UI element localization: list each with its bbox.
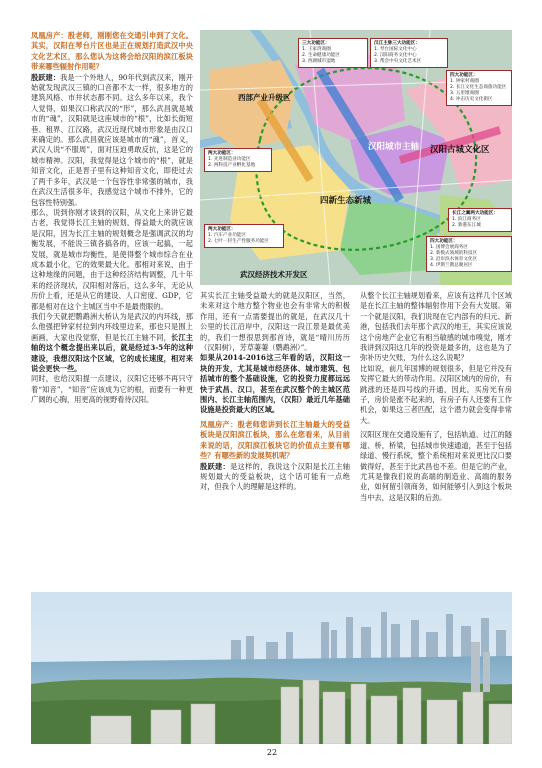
question-2: 凤凰房产：殷老师您讲到长江主轴最大的受益板块是汉阳滨江板块，那么在您看来，从目前来说的话，汉阳滨江板块它的价值点主要有哪些？有哪些新的发展契机呢？ [200, 419, 350, 461]
map-box-tr2 [370, 38, 448, 68]
paragraph: 从整个长江主轴规划看来，应该有这样几个区域是在长江主轴的整体辐射作用下会有大发展。第一个就是汉阳，我们说现在它内部有的归元、新港，包括我们去年那个武汉的地王，其实应该说这个房地产企业它有相当敏感的城市嗅觉，刚才我讲到汉阳这几年的投资是最多的，这也是为了弥补历史欠账，为什么这么说呢？ [360, 291, 512, 363]
map-label-center: 四新生态新城 [320, 196, 372, 206]
map-box-title: 两大功能区： [208, 227, 236, 232]
map-box-item: 4. 伊斯兰教总聚居区 [430, 263, 473, 268]
skyline-image [31, 592, 512, 744]
map-box-item: 2. 生命健康功能区 [302, 53, 341, 58]
emphasis-text: 长江主轴的这个概念提出来以后，就是经过3-5年的这种建设，我想汉阳这个区域，它的成长速度，相对来说会更快一些。 [31, 332, 193, 373]
paragraph: 同时，也给汉阳提一点建议，汉阳它还够不再只守着“知音”，“知音”应该成为它的根，而要有一种更广阔的心胸，用更高的视野看待汉阳。 [31, 374, 193, 405]
map-box-item: 1. 琴台国际文化中心 [374, 47, 417, 52]
map-box-item: 3. 沿岸滨水体育文化区 [430, 257, 478, 262]
map-label-tech: 武汉经济技术开发区 [240, 270, 308, 279]
city-skyline-photo [31, 592, 512, 744]
paragraph: 比如说，前几年国博的规划很多，但是它并没有发挥它最大的带动作用。汉阳区域内的房价，有跳涨的还是四号线的开通，因此，买房光有房子，房价是涨不起来的，有房子有人还要有工作机会，如果这三者匹配，这个潜力就会变得非常大。 [360, 363, 512, 425]
map-box-item: 2. 两科技产业孵化基地 [208, 163, 256, 168]
map-box-item: 1. 先进制造业功能区 [208, 157, 251, 162]
map-box-title: 长江之翼两大功能区： [452, 211, 498, 216]
district-planning-map [200, 30, 512, 285]
map-box-item: 2. 长江文化生态商旅功能区 [450, 85, 507, 90]
map-box-item: 2. 新港东江城 [452, 223, 481, 228]
map-box-item: 1. 钟家村商圈 [450, 79, 479, 84]
map-box-br2 [426, 236, 512, 272]
column-3 [360, 291, 512, 503]
paragraph: 其实长江主轴受益最大的就是汉阳区，当然，未来对这个地方整个物业也会有非常大的积极作用，还有一点需要提出的就是，在武汉几十公里的长江沿岸中，汉阳这一段江景是最优美的，我们一想很思到那首诗，就是“晴川历历（汉阳树），芳草萋萋（鹦鹉洲）”。 [200, 291, 350, 353]
map-box-left [204, 148, 272, 172]
map-box-right [446, 70, 512, 106]
map-box-item: 3. 西湖城市湿地 [302, 59, 336, 64]
map-box-title: 四大功能区： [430, 239, 458, 244]
map-box-title: 汉江主脉三大功能区： [374, 41, 420, 46]
map-label-west: 西部产业升级区 [238, 93, 291, 102]
map-box-br1 [448, 208, 512, 232]
answer-2 [200, 462, 350, 493]
map-box-item: 1. 滨江商务区 [452, 217, 481, 222]
map-box-item: 1. 国博会展商务区 [430, 245, 469, 250]
question-1: 凤凰房产：殷老师，刚刚您在交通引申到了文化。其实，汉阳在琴台片区也是正在规划打造武汉中央文化艺术区，那么您认为这将会给汉阳的滨江板块带来哪些辐射作用呢？ [31, 31, 193, 72]
paragraph: 汉阳区现在交通设施有了，包括轨道、过江的隧道、桥，桥梁，包括城市快速通道，甚至于包括绿道、慢行系统，整个系统相对来说更比汉口要做得好，甚至于比武昌也不差。但是它的产业，尤其是像我们说的高端的制造业、高端的服务业，如何留引领商务，如何能够引入到这个板块当中去，这是汉阳的后劲。 [360, 430, 512, 502]
map-box-item: 1. 王家湾商圈 [302, 47, 331, 52]
paragraph: 那么，说到你刚才谈到的汉阳，从文化上来讲它最古老，我觉得长江主轴的规划，得益最大的就应该是汉阳，因为长江主轴的规划概念是强调武汉的均衡发展，不能说三镇各搞各的，应该一起搞，一起发展，就是城市均衡性，是使得整个城市综合在业成本最小化，它的效果最大化。那相对来说，由于这种地缘的问题，由于这种经济结构调整，几十年来的经济现状，汉阳相对落后，这么多年，无论从历价上看，还是从它的建设、人口密度、GDP，它都是相对在这个主城区当中不是最贵眼的。 [31, 207, 193, 311]
map-box-bl [204, 224, 284, 248]
answer-label: 殷跃建： [31, 72, 61, 82]
map-box-item: 2. 新模式领域的科技区 [430, 251, 478, 256]
map-label-axis: 汉阳城市主轴 [368, 142, 420, 152]
paragraph: 我是一个外地人，90年代到武汉来，刚开始就发现武汉三镇的口音都不太一样，很多地方的建筑风格、市井状态都不同。这么多年以来，我个人觉得，如果汉口称武汉的“形”，那么武昌就是城市的“魂”，汉阳就是这座城市的“根”，比如长街短巷、租界、江汉路，武汉近现代城市形象是由汉口来确定的。那么武昌就应该是城市的“魂”，首义，武汉人说“不服周”，面对压迫勇敢反抗，这是它的城市精神。汉阳，我觉得是这个城市的“根”，就是知音文化，正是晋子里有这种知音文化，即使过去了两千多年，武汉是一个包容性非常强的城市，我在武汉生活很多年，我感觉这个城市不排外，它的包容性特别强。 [31, 72, 193, 207]
map-box-title: 四大功能区： [450, 73, 478, 78]
map-box-item: 4. 冲击历史文化街区 [450, 97, 493, 102]
column-2 [200, 291, 350, 493]
map-box-item: 3. 五里墩商圈 [450, 91, 479, 96]
answer-1 [31, 73, 193, 208]
column-1 [31, 31, 193, 406]
map-box-tr1 [298, 38, 368, 68]
paragraph: 是这样的，我说这个汉阳是长江主轴规划最大的受益板块，这个话可能有一点绝对，但我个人的理解是这样的。 [200, 461, 350, 492]
paragraph: 我们今天就把鹦鹉洲大桥认为是武汉的内环线，那么他强把钟家村拉到内环线里边来，那也只是围上画画，大家也没觉察，但是长江主轴不同，长江主轴的这个概念提出来以后，就是经过3-5年的这种建设，我想汉阳这个区域，它的成长速度，相对来说会更快一些。 [31, 311, 193, 373]
map-box-title: 三大功能区： [302, 41, 330, 46]
page-number: 22 [266, 748, 278, 757]
map-box-title: 两大功能区： [208, 151, 236, 156]
paragraph-bold: 如果从2014-2016这三年看的话，汉阳这一块的开发，尤其是城市经济体、城市建筑、包括城市的整个基础设施，它的投资力度都远远快于武昌、汉口，甚至在武汉整个的主城区范围内、长江主轴范围内，（汉阳）最近几年基础设施是投资最大的区域。 [200, 353, 350, 415]
answer-label: 殷跃建： [200, 461, 231, 471]
map-label-culture: 汉阳古城文化区 [430, 145, 490, 155]
map-box-item: 2. 七叶一轻生产性服务功能区 [208, 239, 269, 244]
map-box-item: 2. 汉阳商务文化中心 [374, 53, 417, 58]
map-box-item: 3. 帮会中央文化艺术区 [374, 59, 422, 64]
map-box-item: 1. 汽车产业功能区 [208, 233, 247, 238]
